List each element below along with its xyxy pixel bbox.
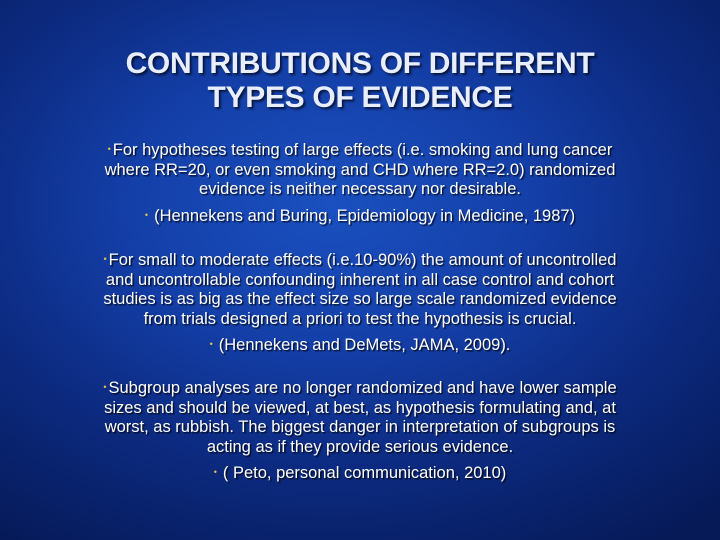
point-line	[38, 140, 682, 161]
citation-text: ( Peto, personal communication, 2010)	[222, 464, 507, 482]
evidence-point-moderate-effects	[38, 250, 682, 356]
point-line: worst, as rubbish. The biggest danger in interpretation of subgroups is	[104, 418, 616, 436]
citation	[38, 206, 682, 227]
point-text: For hypotheses testing of large effects (i.e. smoking and lung cancer	[112, 141, 613, 159]
evidence-point-large-effects	[38, 140, 682, 226]
bullet-icon: •	[107, 144, 111, 154]
point-line: from trials designed a priori to test the hypothesis is crucial.	[143, 309, 577, 328]
bullet-icon: •	[213, 467, 217, 477]
title-line-2: TYPES OF EVIDENCE	[207, 81, 513, 114]
bullet-icon: •	[144, 209, 149, 220]
citation	[38, 335, 682, 356]
point-line: studies is as big as the effect size so large scale randomized evidence	[103, 290, 617, 308]
bullet-icon: •	[103, 254, 107, 264]
evidence-point-subgroups	[38, 378, 682, 484]
citation	[38, 463, 682, 484]
bullet-icon: •	[209, 339, 213, 349]
bullet-icon: •	[103, 382, 107, 392]
point-line: where RR=20, or even smoking and CHD where RR=2.0) randomized	[104, 160, 616, 179]
title-line-1: CONTRIBUTIONS OF DIFFERENT	[125, 47, 595, 80]
citation-text: (Hennekens and DeMets, JAMA, 2009).	[218, 336, 511, 354]
slide-title	[40, 47, 680, 115]
point-line: evidence is neither necessary nor desirable.	[199, 180, 521, 198]
point-text: Subgroup analyses are no longer randomized and have lower sample	[108, 379, 617, 397]
point-line: sizes and should be viewed, at best, as hypothesis formulating and, at	[104, 398, 616, 417]
citation-text: (Hennekens and Buring, Epidemiology in Medicine, 1987)	[154, 206, 576, 225]
point-line: and uncontrollable confounding inherent in all case control and cohort	[105, 270, 615, 289]
point-line: acting as if they provide serious evidence.	[206, 437, 514, 456]
point-line	[38, 378, 682, 399]
point-line	[38, 250, 682, 271]
point-text: For small to moderate effects (i.e.10-90%) the amount of uncontrolled	[108, 251, 617, 269]
